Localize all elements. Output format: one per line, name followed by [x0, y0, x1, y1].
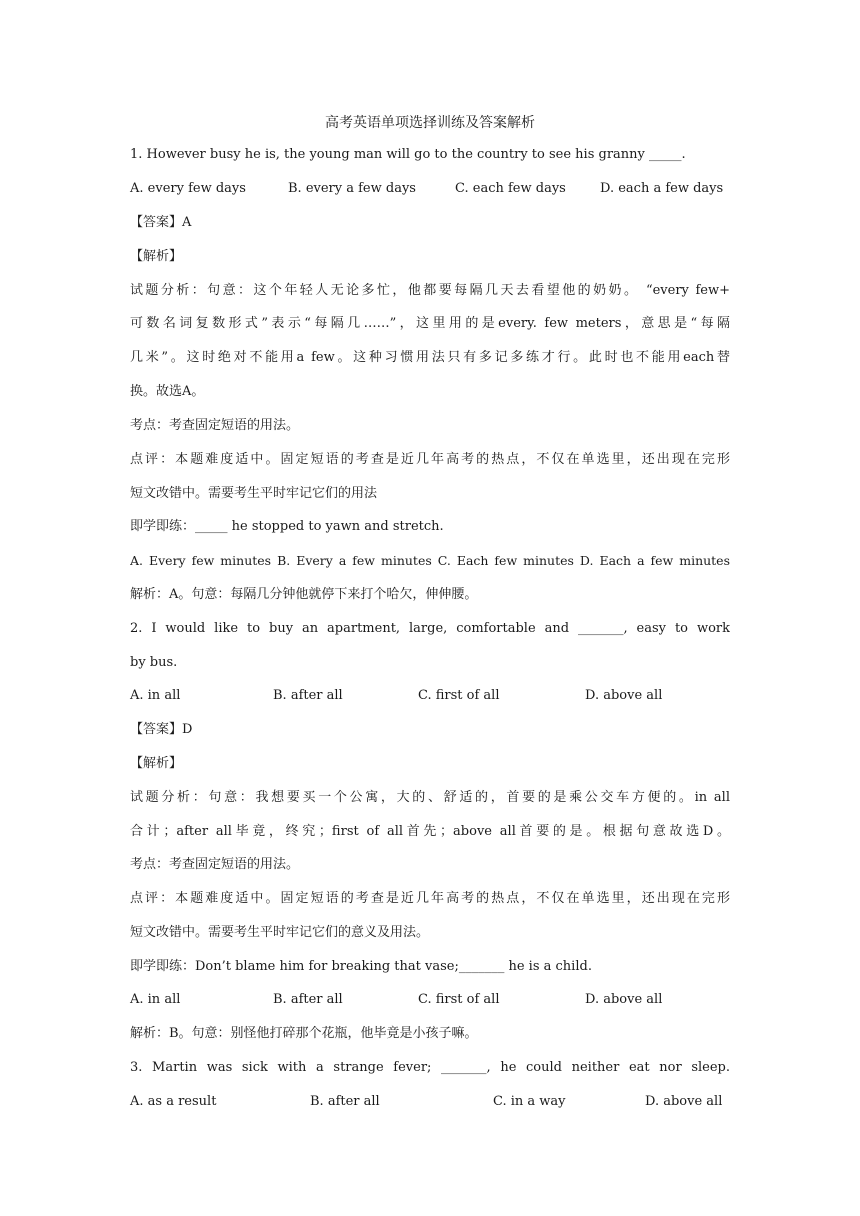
- practice-options: A. Every few minutes B. Every a few minutes C. Each few minutes D. Each a few minutes: [130, 553, 730, 568]
- comment: 点评：本题难度适中。固定短语的考查是近几年高考的热点，不仅在单选里，还出现在完形: [130, 452, 730, 467]
- option-c: C. first of all: [418, 992, 500, 1007]
- question-2: 2. I would like to buy an apartment, large, comfortable and _______, easy to work: [130, 621, 730, 636]
- question-2-cont: by bus.: [130, 655, 178, 670]
- analysis-text: 试题分析：句意：我想要买一个公寓，大的、舒适的，首要的是乘公交车方便的。in all: [130, 790, 730, 805]
- answer-label: 【答案】D: [130, 722, 193, 737]
- practice-question: 即学即练：Don’t blame him for breaking that vase;_______ he is a child.: [130, 959, 592, 974]
- option-b: B. after all: [310, 1094, 380, 1109]
- comment: 短文改错中。需要考生平时牢记它们的用法: [130, 486, 378, 501]
- option-a: A. in all: [130, 688, 181, 703]
- question-2-options: [130, 686, 730, 706]
- comment: 短文改错中。需要考生平时牢记它们的意义及用法。: [130, 925, 430, 940]
- question-1-options: [130, 179, 730, 199]
- practice-question: 即学即练：_____ he stopped to yawn and stretch.: [130, 519, 444, 534]
- option-a: A. as a result: [130, 1094, 217, 1109]
- analysis-text: 换。故选A。: [130, 384, 205, 399]
- answer-label: 【答案】A: [130, 215, 192, 230]
- question-3: 3. Martin was sick with a strange fever; _______, he could neither eat nor sleep.: [130, 1060, 730, 1075]
- option-a: A. in all: [130, 992, 181, 1007]
- analysis-label: 【解析】: [130, 249, 183, 264]
- option-d: D. above all: [585, 688, 663, 703]
- analysis-label: 【解析】: [130, 756, 183, 771]
- practice-answer: 解析：B。句意：别怪他打碎那个花瓶，他毕竟是小孩子嘛。: [130, 1026, 478, 1041]
- exam-point: 考点：考查固定短语的用法。: [130, 857, 300, 872]
- option-a: A. every few days: [130, 181, 246, 196]
- option-c: C. each few days: [455, 181, 566, 196]
- analysis-text: 可数名词复数形式”表示“每隔几……”，这里用的是every. few meters，意思是“每隔: [130, 316, 730, 331]
- option-b: B. after all: [273, 992, 343, 1007]
- analysis-text: 几米”。这时绝对不能用a few。这种习惯用法只有多记多练才行。此时也不能用each替: [130, 350, 730, 365]
- option-d: D. above all: [585, 992, 663, 1007]
- analysis-text: 合计；after all毕竟，终究；first of all首先；above all首要的是。根据句意故选D。: [130, 824, 730, 839]
- option-d: D. each a few days: [600, 181, 724, 196]
- practice-options: [130, 990, 730, 1010]
- option-c: C. in a way: [493, 1094, 566, 1109]
- option-d: D. above all: [645, 1094, 723, 1109]
- exam-point: 考点：考查固定短语的用法。: [130, 418, 300, 433]
- option-b: B. after all: [273, 688, 343, 703]
- practice-answer: 解析：A。句意：每隔几分钟他就停下来打个哈欠，伸伸腰。: [130, 587, 478, 602]
- page-title: 高考英语单项选择训练及答案解析: [325, 115, 535, 131]
- comment: 点评：本题难度适中。固定短语的考查是近几年高考的热点，不仅在单选里，还出现在完形: [130, 891, 730, 906]
- analysis-text: 试题分析：句意：这个年轻人无论多忙，他都要每隔几天去看望他的奶奶。 “every few+: [130, 283, 730, 298]
- question-1: 1. However busy he is, the young man will go to the country to see his granny _____.: [130, 147, 686, 162]
- option-c: C. first of all: [418, 688, 500, 703]
- option-b: B. every a few days: [288, 181, 416, 196]
- question-3-options: [130, 1092, 730, 1112]
